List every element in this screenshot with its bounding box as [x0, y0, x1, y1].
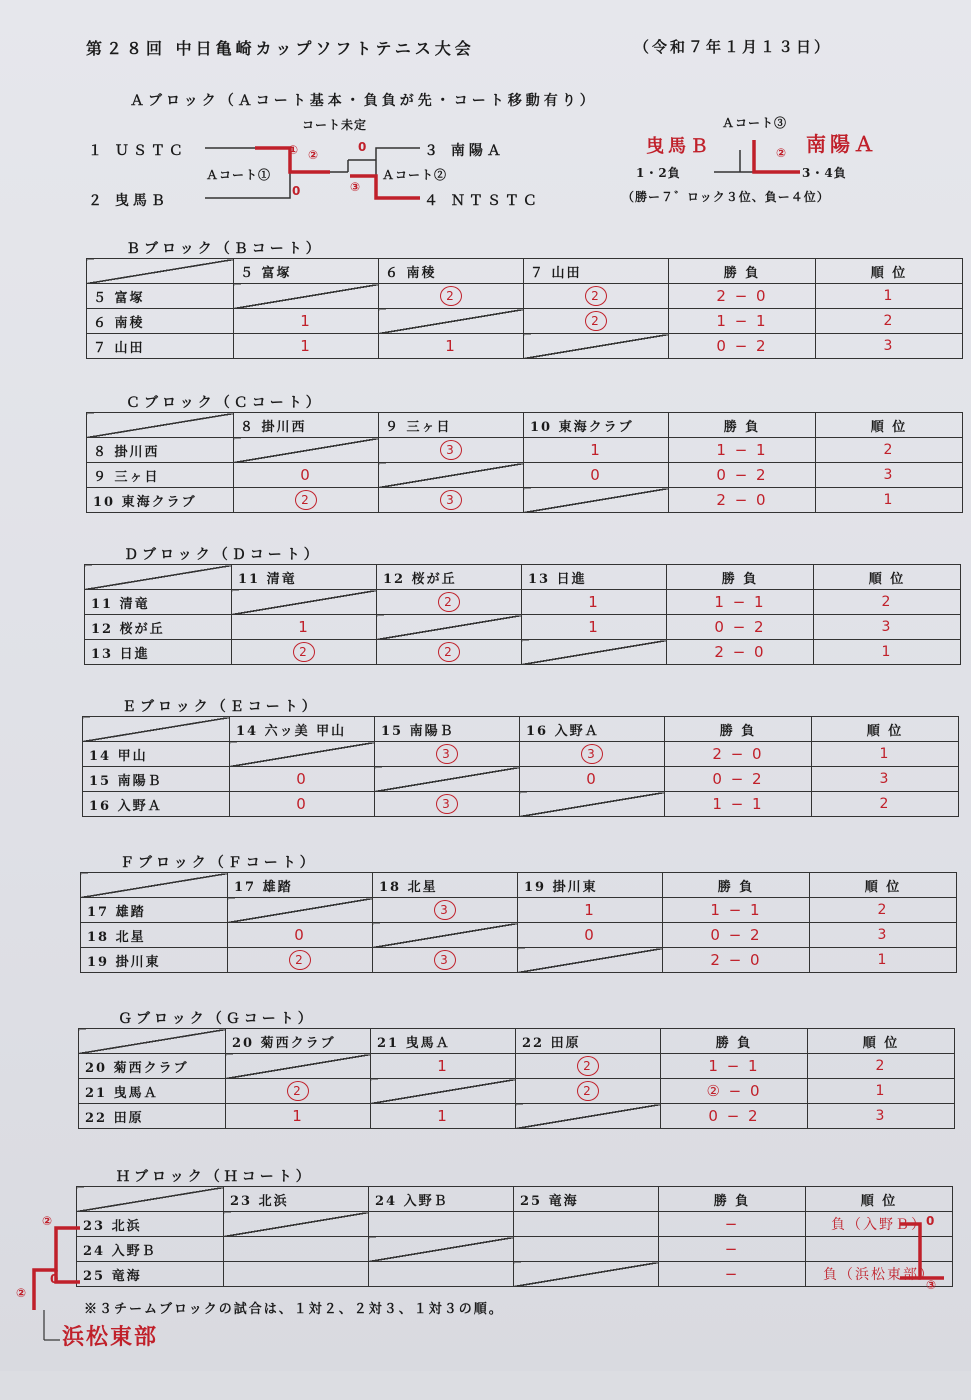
corner-cell — [83, 717, 230, 742]
self-match-cell — [371, 1079, 516, 1104]
match-cell: 1 — [232, 615, 377, 640]
col-team-header: 15 南陽Ｂ — [375, 717, 520, 742]
match-cell: 1 — [371, 1054, 516, 1079]
rank-cell: 1 — [812, 742, 959, 767]
match-cell: 0 — [230, 792, 375, 817]
match-cell: 0 — [234, 463, 379, 488]
win-mark: 2 — [585, 311, 607, 331]
block-heading: Ｄブロック（Ｄコート） — [124, 547, 322, 563]
block-a-team-1: １ ＵＳＴＣ — [88, 143, 187, 159]
col-team-header: 11 清竜 — [232, 565, 377, 590]
winloss-cell: 1 − 1 — [667, 590, 814, 615]
match-cell: 1 — [522, 590, 667, 615]
self-match-cell — [522, 640, 667, 665]
rank-cell: 負（入野Ｂ） — [806, 1212, 953, 1237]
table-row — [79, 1079, 955, 1104]
row-team: ９ 三ヶ日 — [87, 463, 234, 488]
col-team-header: ８ 掛川西 — [234, 413, 379, 438]
block-a-score-0b: 0 — [292, 184, 302, 198]
win-mark: 3 — [434, 950, 456, 970]
block-a-heading: Ａブロック（Ａコート基本・負負が先・コート移動有り） — [130, 93, 598, 109]
match-cell — [234, 488, 379, 513]
match-cell — [516, 1079, 661, 1104]
tournament-title: 第２８回 中日亀崎カップソフトテニス大会 — [86, 39, 475, 58]
winloss-cell: − — [659, 1237, 806, 1262]
winloss-cell: 0 − 2 — [665, 767, 812, 792]
corner-cell — [87, 259, 234, 284]
row-team: ７ 山田 — [87, 334, 234, 359]
winloss-cell: − — [659, 1212, 806, 1237]
table-row — [85, 590, 961, 615]
col-rank-header: 順 位 — [810, 873, 957, 898]
self-match-cell — [232, 590, 377, 615]
winloss-cell: − — [659, 1262, 806, 1287]
col-rank-header: 順 位 — [812, 717, 959, 742]
winloss-cell: ② − 0 — [661, 1079, 808, 1104]
block-a-final-left: 1・2負 — [636, 166, 681, 180]
rank-cell: 3 — [814, 615, 961, 640]
winloss-cell: 0 − 2 — [669, 334, 816, 359]
win-mark: 2 — [440, 286, 462, 306]
block-a-score-0a: 0 — [358, 140, 368, 154]
block-a-mark-2: ② — [308, 148, 320, 162]
score-table — [86, 258, 963, 359]
table-row — [87, 463, 963, 488]
match-cell: 0 — [524, 463, 669, 488]
score-table — [80, 872, 957, 973]
block-heading: Ｆブロック（Ｆコート） — [120, 855, 318, 871]
match-cell: 1 — [226, 1104, 371, 1129]
win-mark: 3 — [436, 744, 458, 764]
col-team-header: 20 菊西クラブ — [226, 1029, 371, 1054]
self-match-cell — [377, 615, 522, 640]
table-row — [85, 615, 961, 640]
self-match-cell — [516, 1104, 661, 1129]
tournament-date: （令和７年１月１３日） — [634, 38, 833, 56]
winloss-cell: 2 − 0 — [663, 948, 810, 973]
match-cell — [377, 590, 522, 615]
block-a-team-4: ４ ＮＴＳＴＣ — [424, 193, 541, 209]
col-winloss-header: 勝 負 — [665, 717, 812, 742]
col-rank-header: 順 位 — [816, 259, 963, 284]
h-mark-0: 0 — [50, 1272, 60, 1286]
footnote: ※３チームブロックの試合は、１対２、２対３、１対３の順。 — [84, 1302, 504, 1317]
corner-cell — [87, 413, 234, 438]
block-a-bracket-lines — [0, 0, 971, 230]
h-mark-3-right: ③ — [926, 1278, 938, 1292]
col-team-header: 24 入野Ｂ — [369, 1187, 514, 1212]
table-row — [87, 284, 963, 309]
win-mark: 2 — [577, 1081, 599, 1101]
col-team-header: 22 田原 — [516, 1029, 661, 1054]
winloss-cell: 0 − 2 — [669, 463, 816, 488]
row-team: 20 菊西クラブ — [79, 1054, 226, 1079]
match-cell — [373, 948, 518, 973]
match-cell — [379, 488, 524, 513]
row-team: 15 南陽Ｂ — [83, 767, 230, 792]
block-a-mark-3: ③ — [350, 180, 362, 194]
self-match-cell — [518, 948, 663, 973]
col-rank-header: 順 位 — [816, 413, 963, 438]
rank-cell: 2 — [816, 309, 963, 334]
table-row — [85, 640, 961, 665]
win-mark: 2 — [295, 490, 317, 510]
rank-cell: 2 — [816, 438, 963, 463]
winloss-cell: 1 − 1 — [665, 792, 812, 817]
row-team: 13 日進 — [85, 640, 232, 665]
corner-cell — [79, 1029, 226, 1054]
rank-cell: 3 — [816, 334, 963, 359]
table-row — [83, 792, 959, 817]
col-team-header: 14 六ッ美 甲山 — [230, 717, 375, 742]
row-team: ５ 富塚 — [87, 284, 234, 309]
match-cell — [524, 284, 669, 309]
match-cell: 0 — [228, 923, 373, 948]
col-team-header: ９ 三ヶ日 — [379, 413, 524, 438]
match-cell — [520, 742, 665, 767]
col-team-header: 18 北星 — [373, 873, 518, 898]
match-cell — [377, 640, 522, 665]
match-cell: 1 — [234, 334, 379, 359]
match-cell — [524, 309, 669, 334]
self-match-cell — [230, 742, 375, 767]
h-mark-2a: ② — [42, 1214, 54, 1228]
row-team: ８ 掛川西 — [87, 438, 234, 463]
row-team: 14 甲山 — [83, 742, 230, 767]
match-cell: 1 — [379, 334, 524, 359]
winloss-cell: 0 − 2 — [667, 615, 814, 640]
col-winloss-header: 勝 負 — [659, 1187, 806, 1212]
block-heading: Ｃブロック（Ｃコート） — [126, 395, 324, 411]
col-rank-header: 順 位 — [808, 1029, 955, 1054]
rank-cell: 1 — [814, 640, 961, 665]
match-cell: 1 — [518, 898, 663, 923]
rank-cell: 負（浜松東部） — [806, 1262, 953, 1287]
col-team-header: ５ 富塚 — [234, 259, 379, 284]
self-match-cell — [524, 334, 669, 359]
row-team: 25 竜海 — [77, 1262, 224, 1287]
match-cell — [375, 792, 520, 817]
win-mark: 3 — [434, 900, 456, 920]
winloss-cell: 1 − 1 — [663, 898, 810, 923]
block-a-mark-1: ① — [288, 143, 300, 157]
rank-cell: 2 — [812, 792, 959, 817]
col-team-header: 19 掛川東 — [518, 873, 663, 898]
match-cell: 1 — [524, 438, 669, 463]
row-team: 11 清竜 — [85, 590, 232, 615]
table-row — [81, 923, 957, 948]
rank-cell: 3 — [810, 923, 957, 948]
col-team-header: 13 日進 — [522, 565, 667, 590]
win-mark: 2 — [585, 286, 607, 306]
table-header-row — [81, 873, 957, 898]
block-a-final-right: 3・4負 — [802, 166, 847, 180]
table-row — [87, 309, 963, 334]
row-team: 23 北浜 — [77, 1212, 224, 1237]
rank-cell: 1 — [810, 948, 957, 973]
block-a-undecided: コート未定 — [302, 118, 368, 132]
match-cell: 1 — [234, 309, 379, 334]
winloss-cell: 2 − 0 — [669, 488, 816, 513]
row-team: 17 雄踏 — [81, 898, 228, 923]
table-row — [87, 438, 963, 463]
win-mark: 2 — [438, 642, 460, 662]
self-match-cell — [234, 438, 379, 463]
corner-cell — [85, 565, 232, 590]
match-cell — [232, 640, 377, 665]
winloss-cell: 2 − 0 — [669, 284, 816, 309]
row-team: 19 掛川東 — [81, 948, 228, 973]
col-winloss-header: 勝 負 — [669, 413, 816, 438]
col-winloss-header: 勝 負 — [669, 259, 816, 284]
score-table — [86, 412, 963, 513]
block-heading: Ｈブロック（Ｈコート） — [116, 1169, 314, 1185]
table-header-row — [83, 717, 959, 742]
row-team: 21 曳馬Ａ — [79, 1079, 226, 1104]
rank-cell: 1 — [808, 1079, 955, 1104]
table-row — [83, 742, 959, 767]
win-mark: 3 — [440, 440, 462, 460]
winloss-cell: 1 − 1 — [669, 438, 816, 463]
rank-cell: 2 — [814, 590, 961, 615]
block-a-mark-final: ② — [776, 146, 788, 160]
score-table — [82, 716, 959, 817]
table-row — [79, 1104, 955, 1129]
win-mark: 2 — [438, 592, 460, 612]
table-row — [81, 898, 957, 923]
win-mark: 2 — [287, 1081, 309, 1101]
self-match-cell — [228, 898, 373, 923]
row-team: 18 北星 — [81, 923, 228, 948]
block-a-team-3: ３ 南陽Ａ — [424, 143, 505, 159]
block-heading: Ｂブロック（Ｂコート） — [126, 241, 324, 257]
col-team-header: 16 入野Ａ — [520, 717, 665, 742]
table-row — [83, 767, 959, 792]
row-team: 10 東海クラブ — [87, 488, 234, 513]
block-heading: Ｅブロック（Ｅコート） — [122, 699, 320, 715]
col-team-header: ６ 南稜 — [379, 259, 524, 284]
self-match-cell — [226, 1054, 371, 1079]
block-a-hand-right: 南陽Ａ — [806, 132, 878, 156]
rank-cell: 2 — [810, 898, 957, 923]
col-team-header: 21 曳馬Ａ — [371, 1029, 516, 1054]
block-h-bracket-lines — [0, 1200, 971, 1400]
row-team: 22 田原 — [79, 1104, 226, 1129]
rank-cell: 3 — [808, 1104, 955, 1129]
row-team: ６ 南稜 — [87, 309, 234, 334]
winloss-cell: 0 − 2 — [663, 923, 810, 948]
table-header-row — [79, 1029, 955, 1054]
col-team-header: 12 桜が丘 — [377, 565, 522, 590]
col-team-header: ７ 山田 — [524, 259, 669, 284]
winloss-cell: 0 − 2 — [661, 1104, 808, 1129]
match-cell — [373, 898, 518, 923]
col-team-header: 25 竜海 — [514, 1187, 659, 1212]
win-mark: 3 — [436, 794, 458, 814]
block-a-court-1: Ａコート① — [206, 168, 272, 182]
win-mark: 3 — [581, 744, 603, 764]
match-cell: 0 — [230, 767, 375, 792]
table-row — [87, 488, 963, 513]
row-team: 24 入野Ｂ — [77, 1237, 224, 1262]
self-match-cell — [379, 309, 524, 334]
match-cell: 1 — [371, 1104, 516, 1129]
match-cell — [226, 1079, 371, 1104]
rank-cell: 2 — [808, 1054, 955, 1079]
h-mark-0-right: 0 — [926, 1214, 936, 1228]
win-mark: 2 — [289, 950, 311, 970]
table-row — [79, 1054, 955, 1079]
row-team: 12 桜が丘 — [85, 615, 232, 640]
rank-cell: 3 — [812, 767, 959, 792]
table-header-row — [87, 413, 963, 438]
block-a-hand-left: 曳馬Ｂ — [646, 136, 712, 157]
row-team: 16 入野Ａ — [83, 792, 230, 817]
col-team-header: 23 北浜 — [224, 1187, 369, 1212]
col-winloss-header: 勝 負 — [663, 873, 810, 898]
self-match-cell — [379, 463, 524, 488]
rank-cell: 1 — [816, 284, 963, 309]
match-cell: 0 — [520, 767, 665, 792]
col-winloss-header: 勝 負 — [661, 1029, 808, 1054]
block-a-final-note: （勝ー７゛ロック３位、負ー４位） — [622, 190, 830, 204]
block-a-court-3: Ａコート③ — [722, 116, 788, 130]
match-cell: 0 — [518, 923, 663, 948]
self-match-cell — [520, 792, 665, 817]
corner-cell — [81, 873, 228, 898]
col-rank-header: 順 位 — [814, 565, 961, 590]
match-cell — [379, 438, 524, 463]
win-mark: 3 — [440, 490, 462, 510]
win-mark: 2 — [577, 1056, 599, 1076]
table-header-row — [85, 565, 961, 590]
self-match-cell — [373, 923, 518, 948]
winloss-cell: 2 − 0 — [667, 640, 814, 665]
match-cell — [379, 284, 524, 309]
match-cell: 1 — [522, 615, 667, 640]
winloss-cell: 1 − 1 — [661, 1054, 808, 1079]
rank-cell: 1 — [816, 488, 963, 513]
col-team-header: 17 雄踏 — [228, 873, 373, 898]
self-match-cell — [234, 284, 379, 309]
h-mark-2b: ② — [16, 1286, 28, 1300]
match-cell — [516, 1054, 661, 1079]
block-a-team-2: ２ 曳馬Ｂ — [88, 193, 169, 209]
table-header-row — [87, 259, 963, 284]
self-match-cell — [524, 488, 669, 513]
col-team-header: 10 東海クラブ — [524, 413, 669, 438]
col-winloss-header: 勝 負 — [667, 565, 814, 590]
win-mark: 2 — [293, 642, 315, 662]
match-cell — [375, 742, 520, 767]
self-match-cell — [375, 767, 520, 792]
col-rank-header: 順 位 — [806, 1187, 953, 1212]
table-row — [81, 948, 957, 973]
score-table — [78, 1028, 955, 1129]
rank-cell: 3 — [816, 463, 963, 488]
block-a-court-2: Ａコート② — [382, 168, 448, 182]
winloss-cell: 2 − 0 — [665, 742, 812, 767]
winloss-cell: 1 − 1 — [669, 309, 816, 334]
block-heading: Ｇブロック（Ｇコート） — [118, 1011, 316, 1027]
match-cell — [228, 948, 373, 973]
table-row — [87, 334, 963, 359]
h-hand-left-name: 浜松東部 — [62, 1325, 159, 1350]
score-table — [84, 564, 961, 665]
